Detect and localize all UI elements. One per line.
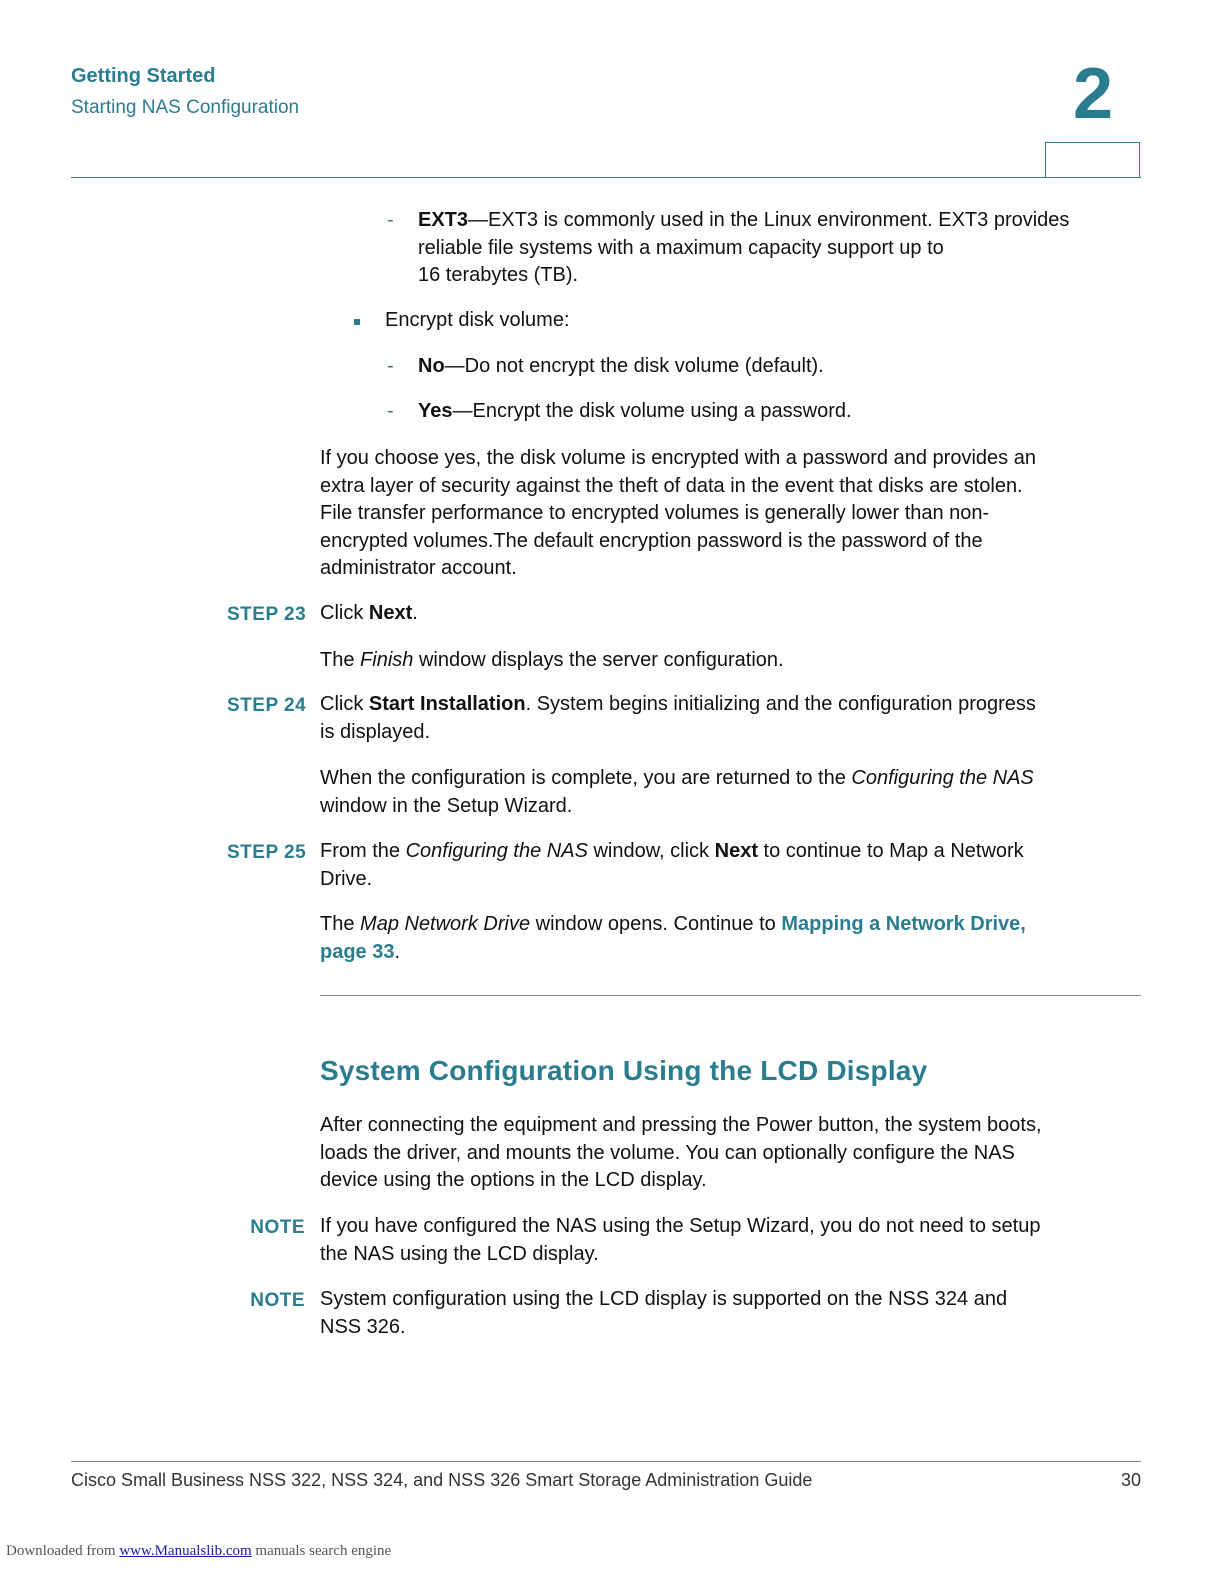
ext3-dash: - [387, 209, 394, 231]
encrypt-option-no [418, 353, 824, 381]
step-23-suffix: . [412, 602, 418, 624]
encrypt-bullet-label: Encrypt disk volume: [385, 309, 570, 331]
step-23-label: STEP 23 [227, 604, 307, 625]
step-25-suffix: to continue to Map a Network [757, 840, 1024, 862]
chapter-title: Getting Started [71, 65, 216, 87]
note-line: System configuration using the LCD display is supported on the NSS 324 and [320, 1288, 1008, 1310]
step-23-prefix: Click [320, 602, 369, 624]
step-24-p2-italic: Configuring the NAS [851, 767, 1034, 789]
step-23-note-post: window displays the server configuration. [413, 649, 784, 671]
header-rule [71, 177, 1141, 178]
lcd-intro-line: After connecting the equipment and pressing the Power button, the system boots, [320, 1114, 1042, 1136]
step-25-p2-pre: The [320, 913, 361, 935]
encrypt-paragraph-line: File transfer performance to encrypted volumes is generally lower than non- [320, 502, 990, 524]
encrypt-paragraph-line: extra layer of security against the theft of data in the event that disks are stolen. [320, 474, 1023, 497]
note-line: NSS 326. [320, 1315, 406, 1338]
no-text: Do not encrypt the disk volume (default). [464, 355, 824, 377]
footer-rule [71, 1461, 1141, 1462]
encrypt-paragraph-line: encrypted volumes.The default encryption password is the password of the [320, 529, 983, 552]
encrypt-paragraph [320, 445, 1142, 583]
note-label: NOTE [250, 1290, 305, 1311]
ext3-line1: EXT3 is commonly used in the Linux environment. EXT3 provides [488, 209, 1070, 231]
ext3-separator: — [468, 209, 489, 231]
step-25-p2-mid: window opens. Continue to [530, 913, 782, 935]
mapping-network-drive-link-page[interactable]: page 33 [320, 940, 395, 963]
yes-dash: - [387, 400, 394, 422]
download-prefix: Downloaded from [6, 1543, 120, 1559]
step-25-mid: window, click [587, 840, 715, 862]
ext3-term: EXT3 [418, 209, 469, 231]
section-title: Starting NAS Configuration [71, 97, 300, 118]
step-24-line2: is displayed. [320, 720, 431, 743]
note-text [320, 1213, 1142, 1268]
note-line: the NAS using the LCD display. [320, 1242, 599, 1265]
step-24-p2-line2: window in the Setup Wizard. [320, 794, 573, 817]
chapter-number: 2 [1072, 54, 1114, 134]
step-24-paragraph [320, 765, 1142, 820]
no-separator: — [444, 355, 465, 377]
step-25-line2: Drive. [320, 867, 373, 890]
ext3-line2: reliable file systems with a maximum capacity support up to [418, 236, 944, 259]
step-23-text [320, 600, 1142, 628]
download-suffix: manuals search engine [251, 1543, 392, 1559]
lcd-intro-line: device using the options in the LCD display. [320, 1169, 707, 1191]
encrypt-paragraph-line: If you choose yes, the disk volume is encrypted with a password and provides an [320, 447, 1036, 469]
section-heading: System Configuration Using the LCD Display [320, 1055, 928, 1086]
step-25-text [320, 838, 1142, 893]
step-23-note-pre: The [320, 649, 361, 671]
lcd-intro-line: loads the driver, and mounts the volume. You can optionally configure the NAS [320, 1141, 1015, 1164]
no-dash: - [387, 355, 394, 377]
note-label: NOTE [250, 1217, 305, 1238]
mapping-network-drive-link[interactable]: Mapping a Network Drive, [781, 913, 1026, 935]
yes-separator: — [452, 400, 473, 422]
footer-guide-title: Cisco Small Business NSS 322, NSS 324, and NSS 326 Smart Storage Administration Guide [71, 1470, 813, 1490]
step-24-text [320, 691, 1142, 746]
no-term: No [418, 355, 445, 377]
encrypt-paragraph-line: administrator account. [320, 557, 517, 579]
yes-text: Encrypt the disk volume using a password. [472, 400, 852, 422]
chapter-number-box [1045, 142, 1140, 177]
step-25-p2-end: . [394, 940, 401, 963]
step-24-label: STEP 24 [227, 695, 307, 716]
step-25-prefix: From the [320, 840, 406, 862]
encrypt-option-yes [418, 398, 852, 426]
manualslib-link[interactable]: www.Manualslib.com [119, 1543, 252, 1559]
step-25-italic: Configuring the NAS [405, 840, 588, 862]
download-notice [6, 1543, 391, 1560]
note-line: If you have configured the NAS using the Setup Wizard, you do not need to setup [320, 1215, 1041, 1237]
step-24-p2-pre: When the configuration is complete, you are returned to the [320, 767, 852, 789]
step-24-start-installation: Start Installation [368, 693, 526, 715]
ext3-item [418, 207, 1143, 290]
note-text [320, 1286, 1142, 1341]
yes-term: Yes [418, 400, 453, 422]
lcd-intro [320, 1112, 1142, 1195]
step-23-note [320, 647, 1142, 675]
section-divider [320, 995, 1141, 996]
footer-page-number: 30 [1120, 1470, 1141, 1490]
step-25-p2-italic: Map Network Drive [360, 913, 531, 935]
step-25-next: Next [714, 840, 758, 862]
ext3-line3: 16 terabytes (TB). [418, 264, 579, 286]
step-23-next: Next [368, 602, 413, 624]
step-24-suffix: . System begins initializing and the configuration progress [525, 693, 1036, 715]
step-25-paragraph [320, 911, 1142, 966]
step-24-prefix: Click [320, 693, 369, 715]
bullet-icon [354, 319, 360, 325]
step-23-note-italic: Finish [360, 649, 414, 671]
step-25-label: STEP 25 [227, 842, 307, 863]
